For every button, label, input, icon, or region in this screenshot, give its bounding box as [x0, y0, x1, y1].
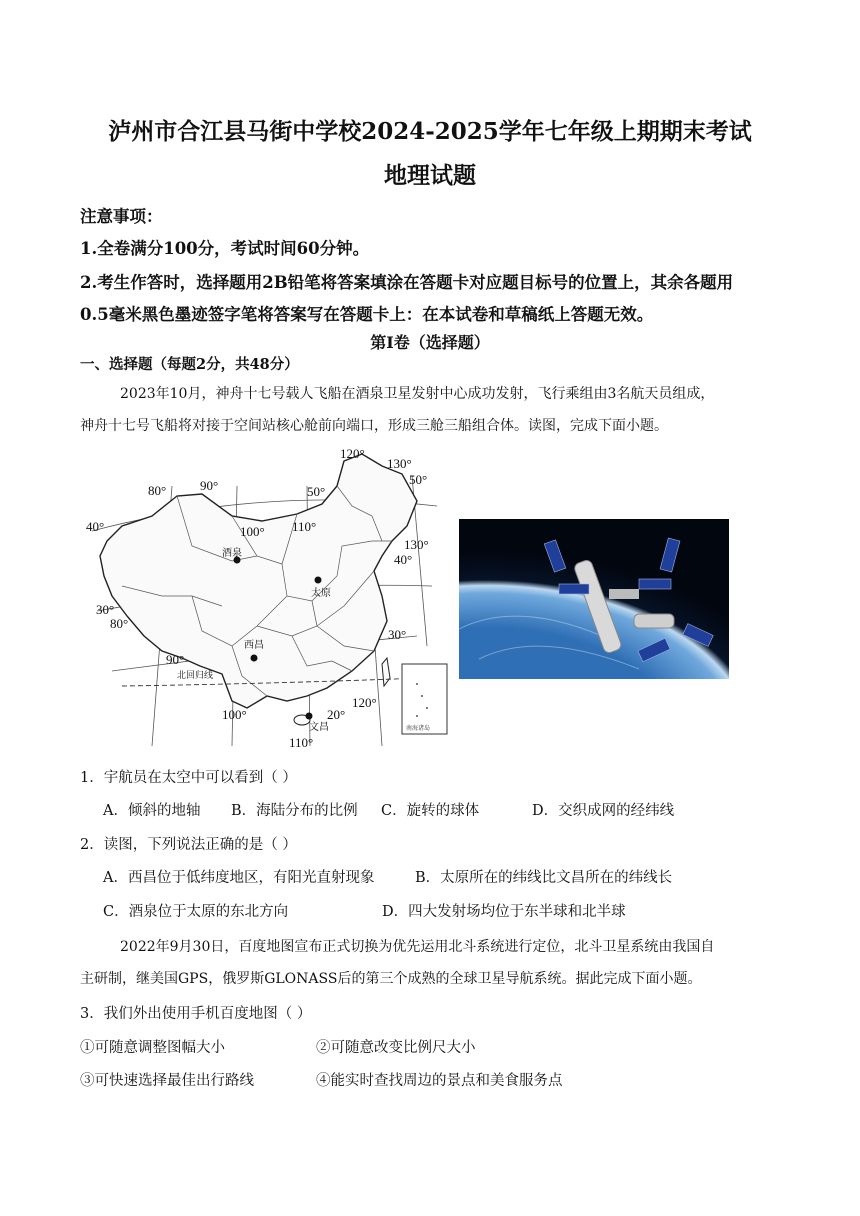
part-title: 一、选择题（每题2分，共48分） [80, 356, 299, 373]
question-1-option-c: C．旋转的球体 [381, 803, 480, 819]
lat-label: 30° [388, 627, 407, 642]
lon-label: 120° [340, 446, 365, 461]
lon-label: 90° [200, 478, 219, 493]
lon-label: 110° [289, 735, 314, 750]
tropic-label: 北回归线 [177, 670, 214, 680]
question-2-option-a: A．西昌位于低纬度地区，有阳光直射现象 [103, 870, 375, 886]
city-dot-xichang [251, 655, 258, 662]
volume-title: 第Ⅰ卷（选择题） [370, 333, 490, 352]
question-1-option-a: A．倾斜的地轴 [103, 803, 201, 819]
question-2-option-b: B．太原所在的纬线比文昌所在的纬线长 [415, 870, 673, 886]
city-label-taiyuan: 太原 [311, 588, 331, 599]
passage1-line2: 神舟十七号飞船将对接于空间站核心舱前向端口，形成三舱三船组合体。读图，完成下面小题。 [80, 418, 668, 434]
lon-label: 90° [166, 652, 185, 667]
notice-item-1: 1.全卷满分100分，考试时间60分钟。 [80, 239, 370, 258]
passage2-line2: 主研制，继美国GPS，俄罗斯GLONASS后的第三个成熟的全球卫星导航系统。据此完成下面小题。 [80, 971, 702, 987]
lon-label: 110° [292, 519, 317, 534]
inset-label: 南海诸岛 [406, 726, 431, 732]
exam-title: 泸州市合江县马街中学校2024-2025学年七年级上期期末考试 [108, 118, 752, 145]
china-map [82, 446, 452, 751]
city-dot-taiyuan [315, 577, 322, 584]
notice-heading: 注意事项： [80, 207, 163, 226]
lon-label: 130° [404, 537, 429, 552]
question-1-option-b: B．海陆分布的比例 [231, 803, 358, 819]
space-station-photo [459, 519, 729, 679]
question-2-stem: 2．读图，下列说法正确的是（ ） [80, 837, 297, 853]
city-dot-wenchang [306, 713, 313, 720]
lat-label: 20° [327, 707, 346, 722]
passage2-line1: 2022年9月30日，百度地图宣布正式切换为优先运用北斗系统进行定位，北斗卫星系统由我国自 [120, 939, 715, 955]
question-3-item-3: ③可快速选择最佳出行路线 [80, 1073, 254, 1089]
question-1-option-d: D．交织成网的经纬线 [532, 803, 675, 819]
question-3-item-2: ②可随意改变比例尺大小 [316, 1040, 476, 1056]
passage1-line1: 2023年10月，神舟十七号载人飞船在酒泉卫星发射中心成功发射，飞行乘组由3名航天员组成， [120, 386, 715, 402]
lon-label: 120° [352, 695, 377, 710]
notice-item-2-line1: 2.考生作答时，选择题用2B铅笔将答案填涂在答题卡对应题目标号的位置上，其余各题用 [80, 273, 734, 292]
question-2-option-d: D．四大发射场均位于东半球和北半球 [382, 904, 626, 920]
lon-label: 130° [387, 456, 412, 471]
lat-label: 40° [86, 519, 105, 534]
lon-label: 100° [240, 524, 265, 539]
notice-item-2-line2: 0.5毫米黑色墨迹签字笔将答案写在答题卡上：在本试卷和草稿纸上答题无效。 [80, 305, 654, 324]
question-3-stem: 3．我们外出使用手机百度地图（ ） [80, 1006, 312, 1022]
lat-label: 50° [409, 472, 428, 487]
question-3-item-1: ①可随意调整图幅大小 [80, 1040, 225, 1056]
lat-label: 50° [307, 484, 326, 499]
lon-label: 80° [110, 616, 129, 631]
lat-label: 30° [96, 602, 115, 617]
lat-label: 40° [394, 552, 413, 567]
lon-label: 100° [222, 707, 247, 722]
city-label-xichang: 西昌 [244, 640, 264, 651]
question-2-option-c: C．酒泉位于太原的东北方向 [103, 904, 289, 920]
question-1-stem: 1．宇航员在太空中可以看到（ ） [80, 770, 297, 786]
exam-subtitle: 地理试题 [384, 162, 476, 189]
city-label-wenchang: 文昌 [309, 722, 329, 733]
lon-label: 80° [148, 483, 167, 498]
city-label-jiuquan: 酒泉 [222, 548, 242, 559]
question-3-item-4: ④能实时查找周边的景点和美食服务点 [316, 1073, 563, 1089]
